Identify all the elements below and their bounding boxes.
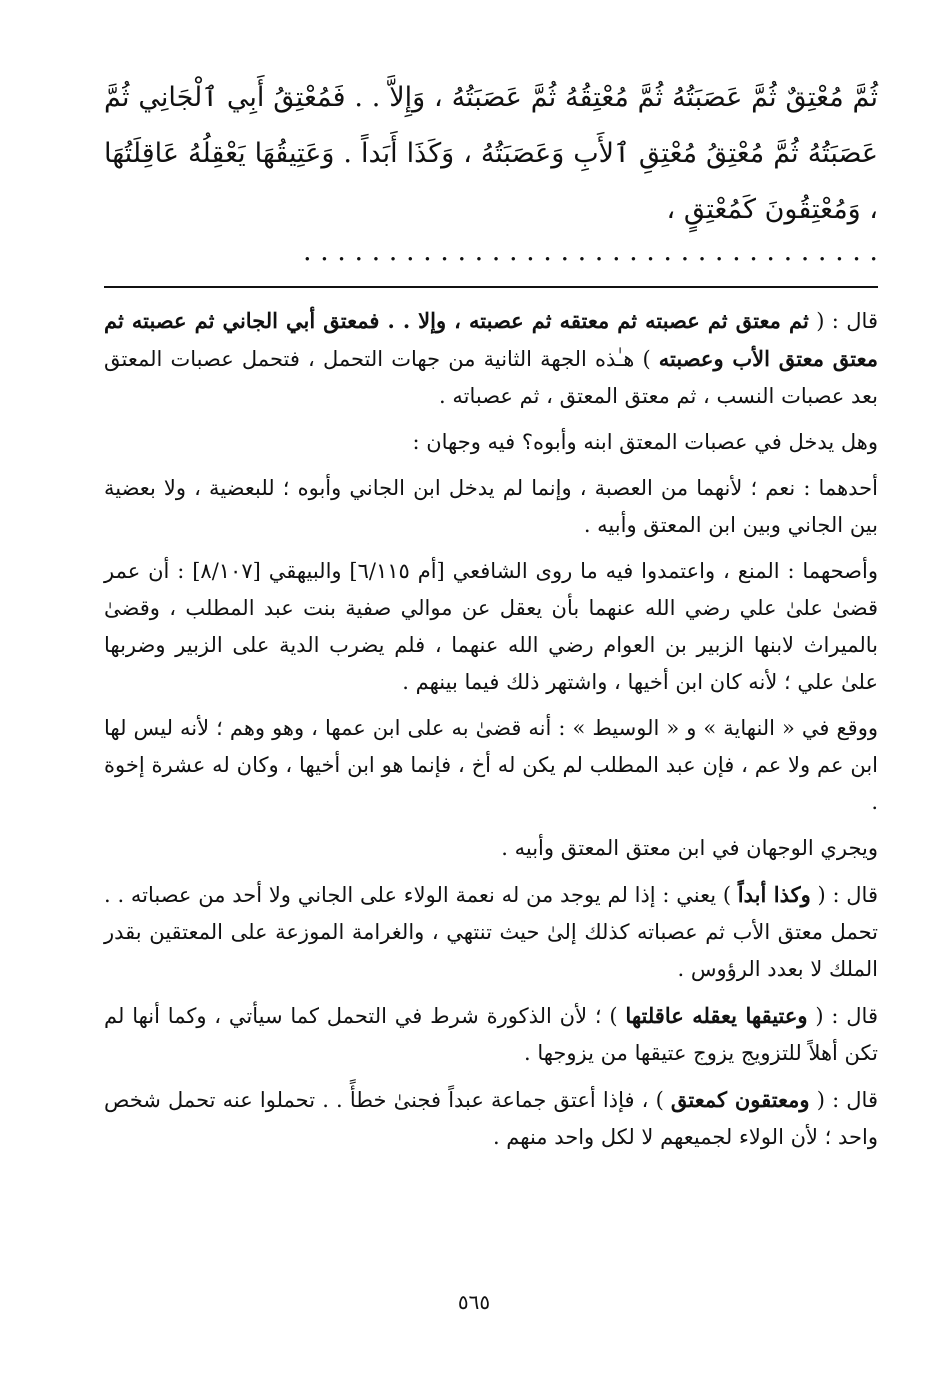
matn-text: ثُمَّ مُعْتِقٌ ثُمَّ عَصَبَتُهُ ثُمَّ مُعْتِقُهُ ثُمَّ عَصَبَتُهُ ، وَإِلاَّ . . فَمُعْتِقُ أَبِي ٱلْجَانِي ثُمَّ عَصَبَتُهُ ثُمَّ مُعْتِقُ مُعْتِقِ ٱلأَبِ وَعَصَبَتُهُ ، وَكَذَا أَبَداً . وَعَتِيقُهَا يَعْقِلُهُ عَاقِلَتُهَا ، وَمُعْتِقُونَ كَمُعْتِقٍ ،	[104, 82, 878, 225]
paragraph-lead: قال : (	[809, 1088, 878, 1112]
separator-line	[104, 286, 878, 288]
paragraph-rest: ) ؛ لأن الذكورة شرط في التحمل كما سيأتي ، وكما أنها لم تكن أهلاً للتزويج يزوج عتيقها من يزوجها .	[104, 1004, 878, 1065]
paragraph-8	[104, 997, 878, 1072]
paragraph-4: وأصحهما : المنع ، واعتمدوا فيه ما روى الشافعي [أم ٦/١١٥] والبيهقي [٨/١٠٧] : أن عمر قضىٰ علىٰ علي رضي الله عنهما بأن يعقل عن موالي صفية بنت عبد المطلب ، وقضىٰ بالميراث لابنها الزبير بن العوام رضي الله عنهما ، فلم يضرب الدية على الزبير وضربها علىٰ علي ؛ لأنه كان ابن أخيها ، واشتهر ذلك فيما بينهم .	[104, 559, 878, 694]
paragraph-7	[104, 876, 878, 988]
book-page	[104, 70, 878, 1165]
paragraph-rest: ) ، فإذا أعتق جماعة عبداً فجنىٰ خطأً . . تحملوا عنه تحمل شخص واحد ؛ لأن الولاء لجميعهم لا لكل واحد منهم .	[104, 1088, 878, 1149]
paragraph-6: ويجري الوجهان في ابن معتق المعتق وأبيه .	[501, 836, 878, 860]
paragraph-2: وهل يدخل في عصبات المعتق ابنه وأبوه؟ فيه وجهان :	[412, 430, 878, 454]
paragraph-1	[104, 302, 878, 415]
matn-quote: وكذا أبداً	[737, 882, 811, 907]
paragraph-9	[104, 1081, 878, 1156]
paragraph-lead: قال : (	[810, 883, 878, 907]
matn-dots: . . . . . . . . . . . . . . . . . . . . . . . . . . . . . . . . . .	[302, 236, 878, 267]
paragraph-rest: ) يعني : إذا لم يوجد من له نعمة الولاء على الجاني ولا أحد من عصباته . . تحمل معتق الأب ثم عصباته كذلك إلىٰ حيث تنتهي ، والغرامة الموزعة على المعتقين بقدر الملك لا بعدد الرؤوس .	[104, 883, 878, 981]
paragraph-lead: قال : (	[807, 1004, 878, 1028]
matn-quote: وعتيقها يعقله عاقلتها	[625, 1003, 808, 1028]
page-number: ٥٦٥	[457, 1290, 491, 1314]
commentary	[104, 302, 878, 1156]
paragraph-rest: ) هـٰذه الجهة الثانية من جهات التحمل ، فتحمل عصبات المعتق بعد عصبات النسب ، ثم معتق المعتق ، ثم عصباته .	[104, 347, 878, 408]
paragraph-3: أحدهما : نعم ؛ لأنهما من العصبة ، وإنما لم يدخل ابن الجاني وأبوه ؛ للبعضية ، ولا بعضية بين الجاني وبين ابن المعتق وأبيه .	[104, 476, 878, 537]
matn-quote: ثم معتق ثم عصبته ثم معتقه ثم عصبته ، وإلا . . فمعتق أبي الجاني ثم عصبته ثم معتق معتق الأب وعصبته	[104, 308, 878, 371]
matn-quote: ومعتقون كمعتق	[670, 1087, 810, 1112]
paragraph-5: ووقع في « النهاية » و « الوسيط » : أنه قضىٰ به على ابن عمها ، وهو وهم ؛ لأنه ليس لها ابن عم ولا عم ، فإن عبد المطلب لم يكن له أخ ، فإنما هو ابن أخيها ، وكان له عشرة إخوة .	[104, 716, 879, 814]
paragraph-lead: قال : (	[808, 309, 878, 333]
